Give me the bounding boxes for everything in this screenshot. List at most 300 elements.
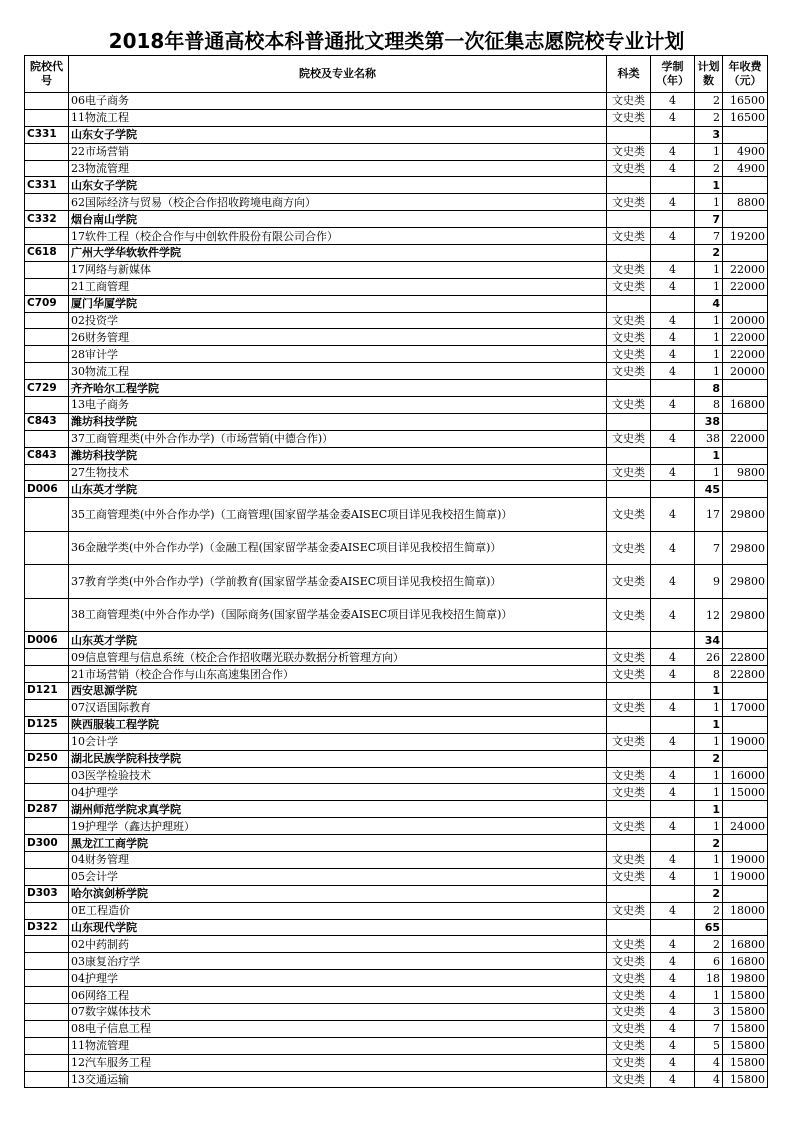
cell-name: 21市场营销（校企合作与山东高速集团合作） <box>69 666 607 683</box>
cell-category: 文史类 <box>607 1003 651 1020</box>
major-row <box>25 1071 768 1088</box>
cell-years <box>651 177 695 194</box>
cell-category: 文史类 <box>607 109 651 126</box>
cell-plan: 2 <box>695 93 723 110</box>
cell-plan: 2 <box>695 835 723 852</box>
cell-code: C331 <box>25 126 69 143</box>
major-row <box>25 1037 768 1054</box>
cell-name: 37工商管理类(中外合作办学)（市场营销(中德合作)） <box>69 430 607 447</box>
major-row <box>25 565 768 599</box>
cell-years <box>651 295 695 312</box>
cell-fee: 15000 <box>723 784 768 801</box>
cell-years <box>651 632 695 649</box>
cell-name: 23物流管理 <box>69 160 607 177</box>
cell-fee: 19200 <box>723 228 768 245</box>
cell-years: 4 <box>651 699 695 716</box>
school-row <box>25 447 768 464</box>
cell-category: 文史类 <box>607 767 651 784</box>
cell-name: 19护理学（鑫达护理班） <box>69 818 607 835</box>
cell-name: 03医学检验技术 <box>69 767 607 784</box>
cell-plan: 1 <box>695 987 723 1004</box>
cell-years: 4 <box>651 346 695 363</box>
cell-years: 4 <box>651 666 695 683</box>
cell-fee: 19000 <box>723 868 768 885</box>
cell-plan: 1 <box>695 851 723 868</box>
cell-code <box>25 598 69 632</box>
cell-fee: 17000 <box>723 699 768 716</box>
cell-fee: 19800 <box>723 970 768 987</box>
cell-fee: 9800 <box>723 464 768 481</box>
cell-fee <box>723 632 768 649</box>
cell-fee: 29800 <box>723 531 768 565</box>
cell-plan: 7 <box>695 228 723 245</box>
cell-name: 山东英才学院 <box>69 632 607 649</box>
cell-years: 4 <box>651 363 695 380</box>
cell-category: 文史类 <box>607 1054 651 1071</box>
cell-code <box>25 851 69 868</box>
major-row <box>25 346 768 363</box>
cell-code <box>25 329 69 346</box>
cell-name: 齐齐哈尔工程学院 <box>69 380 607 397</box>
cell-code <box>25 868 69 885</box>
school-row <box>25 380 768 397</box>
cell-fee <box>723 683 768 700</box>
cell-code <box>25 936 69 953</box>
cell-plan: 1 <box>695 143 723 160</box>
cell-name: 37教育学类(中外合作办学)（学前教育(国家留学基金委AISEC项目详见我校招生简章)） <box>69 565 607 599</box>
cell-name: 38工商管理类(中外合作办学)（国际商务(国家留学基金委AISEC项目详见我校招生简章)） <box>69 598 607 632</box>
cell-years: 4 <box>651 498 695 532</box>
cell-plan: 9 <box>695 565 723 599</box>
cell-code <box>25 498 69 532</box>
cell-code <box>25 228 69 245</box>
cell-fee <box>723 211 768 228</box>
cell-name: 28审计学 <box>69 346 607 363</box>
major-row <box>25 430 768 447</box>
cell-category <box>607 126 651 143</box>
cell-plan: 2 <box>695 160 723 177</box>
cell-plan: 1 <box>695 363 723 380</box>
cell-category <box>607 380 651 397</box>
cell-name: 11物流管理 <box>69 1037 607 1054</box>
cell-years: 4 <box>651 261 695 278</box>
cell-category <box>607 801 651 818</box>
cell-category: 文史类 <box>607 1037 651 1054</box>
cell-plan: 26 <box>695 649 723 666</box>
cell-fee: 8800 <box>723 194 768 211</box>
major-row <box>25 851 768 868</box>
cell-plan: 18 <box>695 970 723 987</box>
cell-category: 文史类 <box>607 1071 651 1088</box>
cell-years: 4 <box>651 93 695 110</box>
cell-plan: 2 <box>695 902 723 919</box>
cell-years: 4 <box>651 784 695 801</box>
cell-fee: 22000 <box>723 278 768 295</box>
cell-fee: 16000 <box>723 767 768 784</box>
cell-plan: 4 <box>695 295 723 312</box>
major-row <box>25 228 768 245</box>
cell-name: 陕西服装工程学院 <box>69 716 607 733</box>
table-header-row <box>25 56 768 93</box>
cell-code: C332 <box>25 211 69 228</box>
cell-plan: 1 <box>695 868 723 885</box>
cell-code <box>25 565 69 599</box>
cell-code <box>25 970 69 987</box>
major-row <box>25 464 768 481</box>
cell-plan: 7 <box>695 1020 723 1037</box>
cell-fee <box>723 716 768 733</box>
cell-code: C709 <box>25 295 69 312</box>
cell-category: 文史类 <box>607 902 651 919</box>
cell-name: 湖北民族学院科技学院 <box>69 750 607 767</box>
school-row <box>25 885 768 902</box>
school-row <box>25 716 768 733</box>
cell-fee: 24000 <box>723 818 768 835</box>
school-row <box>25 295 768 312</box>
cell-years <box>651 211 695 228</box>
cell-fee <box>723 177 768 194</box>
cell-category: 文史类 <box>607 228 651 245</box>
cell-fee: 16800 <box>723 397 768 414</box>
cell-code: D006 <box>25 481 69 498</box>
cell-years: 4 <box>651 109 695 126</box>
cell-years <box>651 683 695 700</box>
cell-category: 文史类 <box>607 312 651 329</box>
school-row <box>25 211 768 228</box>
cell-plan: 8 <box>695 666 723 683</box>
page-title: 2018年普通高校本科普通批文理类第一次征集志愿院校专业计划 <box>108 29 685 53</box>
major-row <box>25 868 768 885</box>
cell-years <box>651 126 695 143</box>
cell-fee: 22000 <box>723 329 768 346</box>
cell-years <box>651 380 695 397</box>
cell-code <box>25 784 69 801</box>
cell-plan: 34 <box>695 632 723 649</box>
cell-category <box>607 716 651 733</box>
cell-code <box>25 1071 69 1088</box>
cell-name: 07汉语国际教育 <box>69 699 607 716</box>
cell-years: 4 <box>651 565 695 599</box>
school-row <box>25 632 768 649</box>
cell-name: 潍坊科技学院 <box>69 413 607 430</box>
cell-fee: 20000 <box>723 363 768 380</box>
cell-name: 12汽车服务工程 <box>69 1054 607 1071</box>
cell-plan: 1 <box>695 447 723 464</box>
cell-category: 文史类 <box>607 733 651 750</box>
cell-fee: 29800 <box>723 565 768 599</box>
cell-plan: 1 <box>695 194 723 211</box>
cell-plan: 8 <box>695 397 723 414</box>
cell-name: 潍坊科技学院 <box>69 447 607 464</box>
cell-years: 4 <box>651 970 695 987</box>
cell-plan: 1 <box>695 699 723 716</box>
cell-fee: 18000 <box>723 902 768 919</box>
cell-category: 文史类 <box>607 531 651 565</box>
cell-plan: 6 <box>695 953 723 970</box>
cell-fee <box>723 835 768 852</box>
major-row <box>25 987 768 1004</box>
cell-category: 文史类 <box>607 194 651 211</box>
cell-name: 西安思源学院 <box>69 683 607 700</box>
cell-plan: 17 <box>695 498 723 532</box>
major-row <box>25 784 768 801</box>
cell-category: 文史类 <box>607 143 651 160</box>
cell-name: 04财务管理 <box>69 851 607 868</box>
cell-category: 文史类 <box>607 666 651 683</box>
major-row <box>25 699 768 716</box>
cell-plan: 3 <box>695 1003 723 1020</box>
major-row <box>25 329 768 346</box>
cell-years <box>651 481 695 498</box>
cell-category: 文史类 <box>607 1020 651 1037</box>
major-row <box>25 397 768 414</box>
cell-code: C843 <box>25 413 69 430</box>
major-row <box>25 160 768 177</box>
cell-fee: 22800 <box>723 666 768 683</box>
major-row <box>25 93 768 110</box>
cell-fee: 15800 <box>723 1054 768 1071</box>
cell-years: 4 <box>651 1054 695 1071</box>
cell-name: 22市场营销 <box>69 143 607 160</box>
cell-code <box>25 397 69 414</box>
cell-category: 文史类 <box>607 851 651 868</box>
cell-years <box>651 885 695 902</box>
cell-category <box>607 481 651 498</box>
cell-name: 27生物技术 <box>69 464 607 481</box>
major-row <box>25 278 768 295</box>
cell-name: 04护理学 <box>69 970 607 987</box>
major-row <box>25 261 768 278</box>
cell-category <box>607 835 651 852</box>
cell-code <box>25 987 69 1004</box>
cell-years: 4 <box>651 987 695 1004</box>
cell-category: 文史类 <box>607 970 651 987</box>
cell-category: 文史类 <box>607 987 651 1004</box>
cell-years: 4 <box>651 194 695 211</box>
cell-name: 21工商管理 <box>69 278 607 295</box>
cell-fee: 29800 <box>723 498 768 532</box>
cell-fee: 15800 <box>723 1020 768 1037</box>
cell-years: 4 <box>651 767 695 784</box>
cell-category: 文史类 <box>607 160 651 177</box>
cell-name: 09信息管理与信息系统（校企合作招收曙光联办数据分析管理方向） <box>69 649 607 666</box>
cell-code <box>25 194 69 211</box>
cell-name: 山东现代学院 <box>69 919 607 936</box>
cell-code <box>25 464 69 481</box>
school-row <box>25 413 768 430</box>
cell-code <box>25 1037 69 1054</box>
cell-category <box>607 295 651 312</box>
cell-code <box>25 531 69 565</box>
cell-name: 17软件工程（校企合作与中创软件股份有限公司合作） <box>69 228 607 245</box>
cell-name: 广州大学华软软件学院 <box>69 245 607 262</box>
cell-name: 厦门华厦学院 <box>69 295 607 312</box>
cell-fee <box>723 919 768 936</box>
cell-plan: 2 <box>695 885 723 902</box>
cell-code: D250 <box>25 750 69 767</box>
cell-name: 36金融学类(中外合作办学)（金融工程(国家留学基金委AISEC项目详见我校招生简章)） <box>69 531 607 565</box>
cell-plan: 1 <box>695 177 723 194</box>
cell-name: 35工商管理类(中外合作办学)（工商管理(国家留学基金委AISEC项目详见我校招生简章)） <box>69 498 607 532</box>
cell-category <box>607 632 651 649</box>
cell-name: 山东女子学院 <box>69 126 607 143</box>
cell-fee: 22800 <box>723 649 768 666</box>
major-row <box>25 953 768 970</box>
cell-years: 4 <box>651 936 695 953</box>
header-fee: 年收费（元） <box>723 56 768 93</box>
cell-fee: 15800 <box>723 1003 768 1020</box>
cell-category <box>607 885 651 902</box>
cell-years: 4 <box>651 1020 695 1037</box>
cell-name: 黑龙江工商学院 <box>69 835 607 852</box>
cell-years: 4 <box>651 733 695 750</box>
cell-fee: 29800 <box>723 598 768 632</box>
cell-name: 08电子信息工程 <box>69 1020 607 1037</box>
cell-code <box>25 261 69 278</box>
cell-code <box>25 1003 69 1020</box>
cell-name: 06电子商务 <box>69 93 607 110</box>
cell-fee: 4900 <box>723 160 768 177</box>
cell-years: 4 <box>651 598 695 632</box>
cell-code <box>25 312 69 329</box>
major-row <box>25 363 768 380</box>
cell-fee: 15800 <box>723 1071 768 1088</box>
cell-code <box>25 1020 69 1037</box>
cell-code: D125 <box>25 716 69 733</box>
cell-years: 4 <box>651 228 695 245</box>
header-code: 院校代号 <box>25 56 69 93</box>
cell-name: 湖州师范学院求真学院 <box>69 801 607 818</box>
cell-name: 10会计学 <box>69 733 607 750</box>
cell-plan: 1 <box>695 278 723 295</box>
cell-category: 文史类 <box>607 93 651 110</box>
cell-category: 文史类 <box>607 363 651 380</box>
school-row <box>25 750 768 767</box>
cell-plan: 2 <box>695 936 723 953</box>
cell-fee <box>723 126 768 143</box>
cell-code <box>25 346 69 363</box>
cell-years: 4 <box>651 312 695 329</box>
cell-years: 4 <box>651 851 695 868</box>
cell-name: 04护理学 <box>69 784 607 801</box>
cell-years: 4 <box>651 278 695 295</box>
header-plan: 计划数 <box>695 56 723 93</box>
cell-code <box>25 109 69 126</box>
cell-category: 文史类 <box>607 565 651 599</box>
cell-name: 13交通运输 <box>69 1071 607 1088</box>
cell-years <box>651 801 695 818</box>
cell-years: 4 <box>651 464 695 481</box>
cell-years: 4 <box>651 143 695 160</box>
cell-plan: 1 <box>695 312 723 329</box>
cell-name: 26财务管理 <box>69 329 607 346</box>
cell-code: C618 <box>25 245 69 262</box>
cell-years: 4 <box>651 160 695 177</box>
cell-code: C331 <box>25 177 69 194</box>
cell-years <box>651 447 695 464</box>
cell-category: 文史类 <box>607 397 651 414</box>
school-row <box>25 683 768 700</box>
cell-name: 07数字媒体技术 <box>69 1003 607 1020</box>
cell-fee <box>723 481 768 498</box>
cell-code <box>25 699 69 716</box>
major-row <box>25 733 768 750</box>
major-row <box>25 902 768 919</box>
major-row <box>25 767 768 784</box>
cell-name: 05会计学 <box>69 868 607 885</box>
school-row <box>25 801 768 818</box>
cell-fee <box>723 801 768 818</box>
major-row <box>25 109 768 126</box>
cell-years: 4 <box>651 649 695 666</box>
cell-name: 03康复治疗学 <box>69 953 607 970</box>
cell-name: 山东女子学院 <box>69 177 607 194</box>
cell-fee: 15800 <box>723 1037 768 1054</box>
cell-category: 文史类 <box>607 953 651 970</box>
major-row <box>25 1054 768 1071</box>
cell-name: 02投资学 <box>69 312 607 329</box>
header-category: 科类 <box>607 56 651 93</box>
cell-category: 文史类 <box>607 430 651 447</box>
cell-category: 文史类 <box>607 498 651 532</box>
school-row <box>25 919 768 936</box>
cell-fee <box>723 750 768 767</box>
cell-category: 文史类 <box>607 818 651 835</box>
cell-fee: 16800 <box>723 953 768 970</box>
school-row <box>25 177 768 194</box>
cell-plan: 1 <box>695 329 723 346</box>
cell-plan: 1 <box>695 784 723 801</box>
cell-fee <box>723 413 768 430</box>
cell-category <box>607 447 651 464</box>
cell-plan: 1 <box>695 733 723 750</box>
major-row <box>25 649 768 666</box>
cell-code <box>25 902 69 919</box>
school-row <box>25 245 768 262</box>
cell-plan: 8 <box>695 380 723 397</box>
cell-category <box>607 683 651 700</box>
major-row <box>25 598 768 632</box>
cell-fee: 16500 <box>723 109 768 126</box>
cell-code: D121 <box>25 683 69 700</box>
cell-name: 17网络与新媒体 <box>69 261 607 278</box>
cell-fee: 15800 <box>723 987 768 1004</box>
cell-plan: 2 <box>695 750 723 767</box>
cell-plan: 1 <box>695 716 723 733</box>
cell-category: 文史类 <box>607 699 651 716</box>
school-row <box>25 481 768 498</box>
cell-plan: 1 <box>695 346 723 363</box>
cell-code: D287 <box>25 801 69 818</box>
cell-code <box>25 666 69 683</box>
cell-fee: 16800 <box>723 936 768 953</box>
cell-name: 62国际经济与贸易（校企合作招收跨境电商方向） <box>69 194 607 211</box>
cell-plan: 2 <box>695 245 723 262</box>
cell-fee: 20000 <box>723 312 768 329</box>
cell-name: 山东英才学院 <box>69 481 607 498</box>
major-row <box>25 666 768 683</box>
cell-plan: 2 <box>695 109 723 126</box>
cell-years: 4 <box>651 902 695 919</box>
cell-plan: 65 <box>695 919 723 936</box>
cell-category <box>607 177 651 194</box>
major-row <box>25 1020 768 1037</box>
major-row <box>25 936 768 953</box>
cell-code <box>25 767 69 784</box>
cell-code: D006 <box>25 632 69 649</box>
cell-name: 13电子商务 <box>69 397 607 414</box>
cell-fee <box>723 245 768 262</box>
